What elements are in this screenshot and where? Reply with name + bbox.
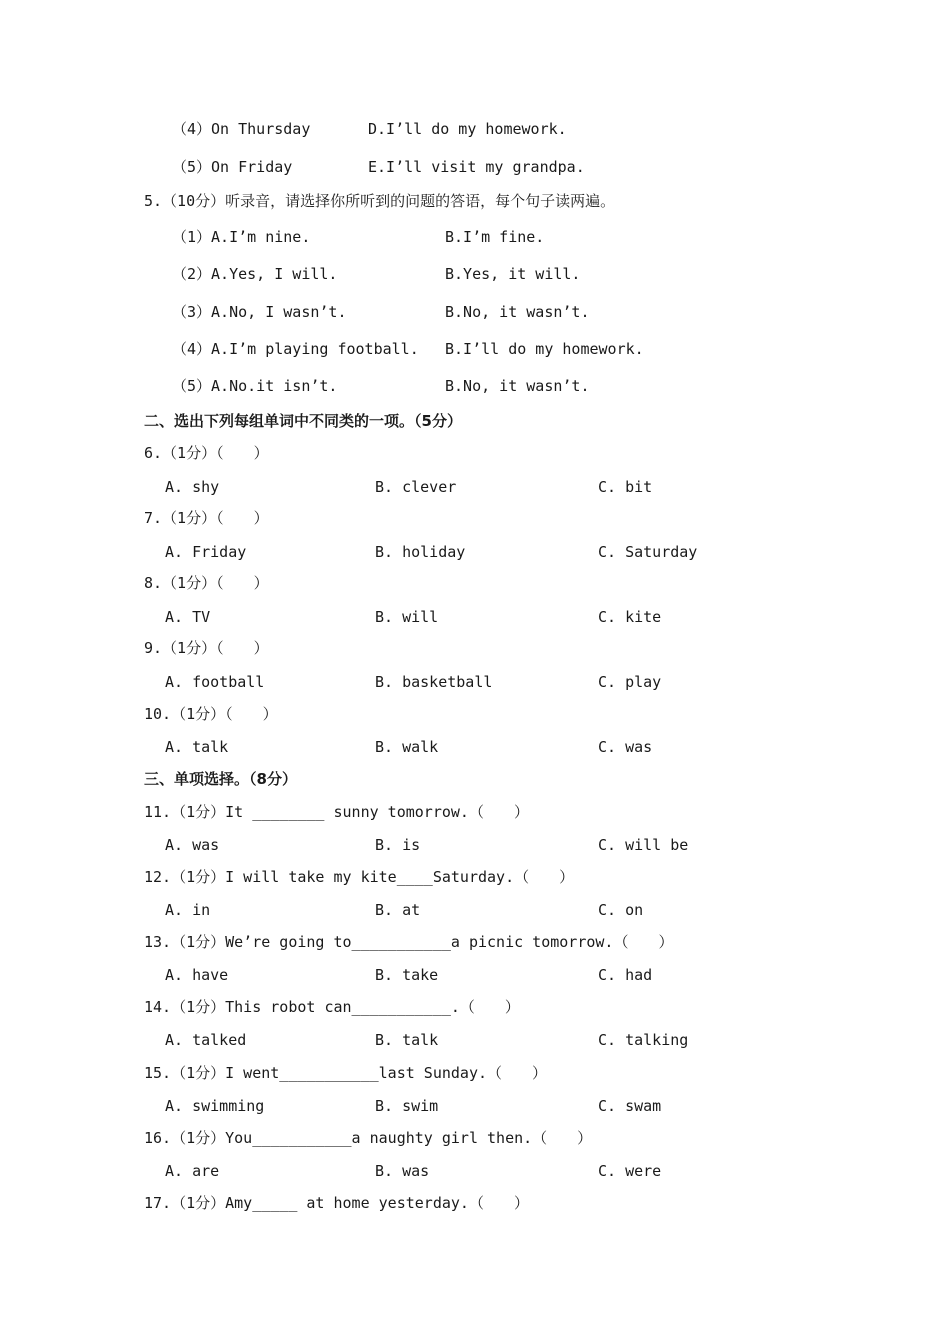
option-b: B. holiday [375, 543, 466, 561]
option-b: B. at [375, 901, 421, 919]
row-right: D.I’ll do my homework. [368, 120, 567, 138]
question-12-stem: 12.（1分）I will take my kite____Saturday.（ ） [144, 868, 575, 886]
row-left: （5）On Friday [172, 158, 293, 176]
option-b: B.No, it wasn’t. [445, 303, 590, 321]
option-c: C. kite [598, 608, 662, 626]
option-a: A. talk [165, 738, 229, 756]
option-a: （3）A.No, I wasn’t. [172, 303, 347, 321]
option-a: （2）A.Yes, I will. [172, 265, 338, 283]
option-b: B. is [375, 836, 421, 854]
question-15-stem: 15.（1分）I went___________last Sunday.（ ） [144, 1064, 548, 1082]
question-5-stem: 5.（10分）听录音，请选择你所听到的问题的答语，每个句子读两遍。 [144, 192, 616, 210]
row-right: E.I’ll visit my grandpa. [368, 158, 585, 176]
option-a: （1）A.I’m nine. [172, 228, 311, 246]
option-a: A. talked [165, 1031, 247, 1049]
question-6-stem: 6.（1分）（ ） [144, 444, 269, 462]
option-b: B. will [375, 608, 439, 626]
option-c: C. will be [598, 836, 689, 854]
option-c: C. talking [598, 1031, 689, 1049]
question-11-stem: 11.（1分）It ________ sunny tomorrow.（ ） [144, 803, 529, 821]
option-a: A. have [165, 966, 229, 984]
row-left: （4）On Thursday [172, 120, 311, 138]
option-a: （5）A.No.it isn’t. [172, 377, 338, 395]
option-a: A. are [165, 1162, 220, 1180]
question-13-stem: 13.（1分）We’re going to___________a picnic tomorrow.（ ） [144, 933, 674, 951]
option-a: A. swimming [165, 1097, 265, 1115]
option-c: C. were [598, 1162, 662, 1180]
option-b: B. talk [375, 1031, 439, 1049]
section-3-title: 三、单项选择。（8分） [144, 770, 297, 788]
option-a: A. was [165, 836, 220, 854]
option-b: B. clever [375, 478, 457, 496]
option-c: C. play [598, 673, 662, 691]
option-a: A. shy [165, 478, 220, 496]
option-a: A. football [165, 673, 265, 691]
question-16-stem: 16.（1分）You___________a naughty girl then.（ ） [144, 1129, 593, 1147]
question-17-stem: 17.（1分）Amy_____ at home yesterday.（ ） [144, 1194, 529, 1212]
option-b: B.I’ll do my homework. [445, 340, 644, 358]
option-b: B. swim [375, 1097, 439, 1115]
option-a: A. in [165, 901, 211, 919]
option-c: C. was [598, 738, 653, 756]
option-a: A. Friday [165, 543, 247, 561]
option-b: B. basketball [375, 673, 493, 691]
option-b: B.I’m fine. [445, 228, 545, 246]
option-c: C. had [598, 966, 653, 984]
option-c: C. Saturday [598, 543, 698, 561]
option-b: B.No, it wasn’t. [445, 377, 590, 395]
option-b: B. was [375, 1162, 430, 1180]
option-a: （4）A.I’m playing football. [172, 340, 419, 358]
question-9-stem: 9.（1分）（ ） [144, 639, 269, 657]
option-c: C. bit [598, 478, 653, 496]
option-b: B.Yes, it will. [445, 265, 581, 283]
option-c: C. swam [598, 1097, 662, 1115]
option-b: B. walk [375, 738, 439, 756]
question-10-stem: 10.（1分）（ ） [144, 705, 278, 723]
question-7-stem: 7.（1分）（ ） [144, 509, 269, 527]
option-c: C. on [598, 901, 644, 919]
option-b: B. take [375, 966, 439, 984]
question-14-stem: 14.（1分）This robot can___________.（ ） [144, 998, 520, 1016]
section-2-title: 二、选出下列每组单词中不同类的一项。（5分） [144, 412, 462, 430]
option-a: A. TV [165, 608, 211, 626]
question-8-stem: 8.（1分）（ ） [144, 574, 269, 592]
